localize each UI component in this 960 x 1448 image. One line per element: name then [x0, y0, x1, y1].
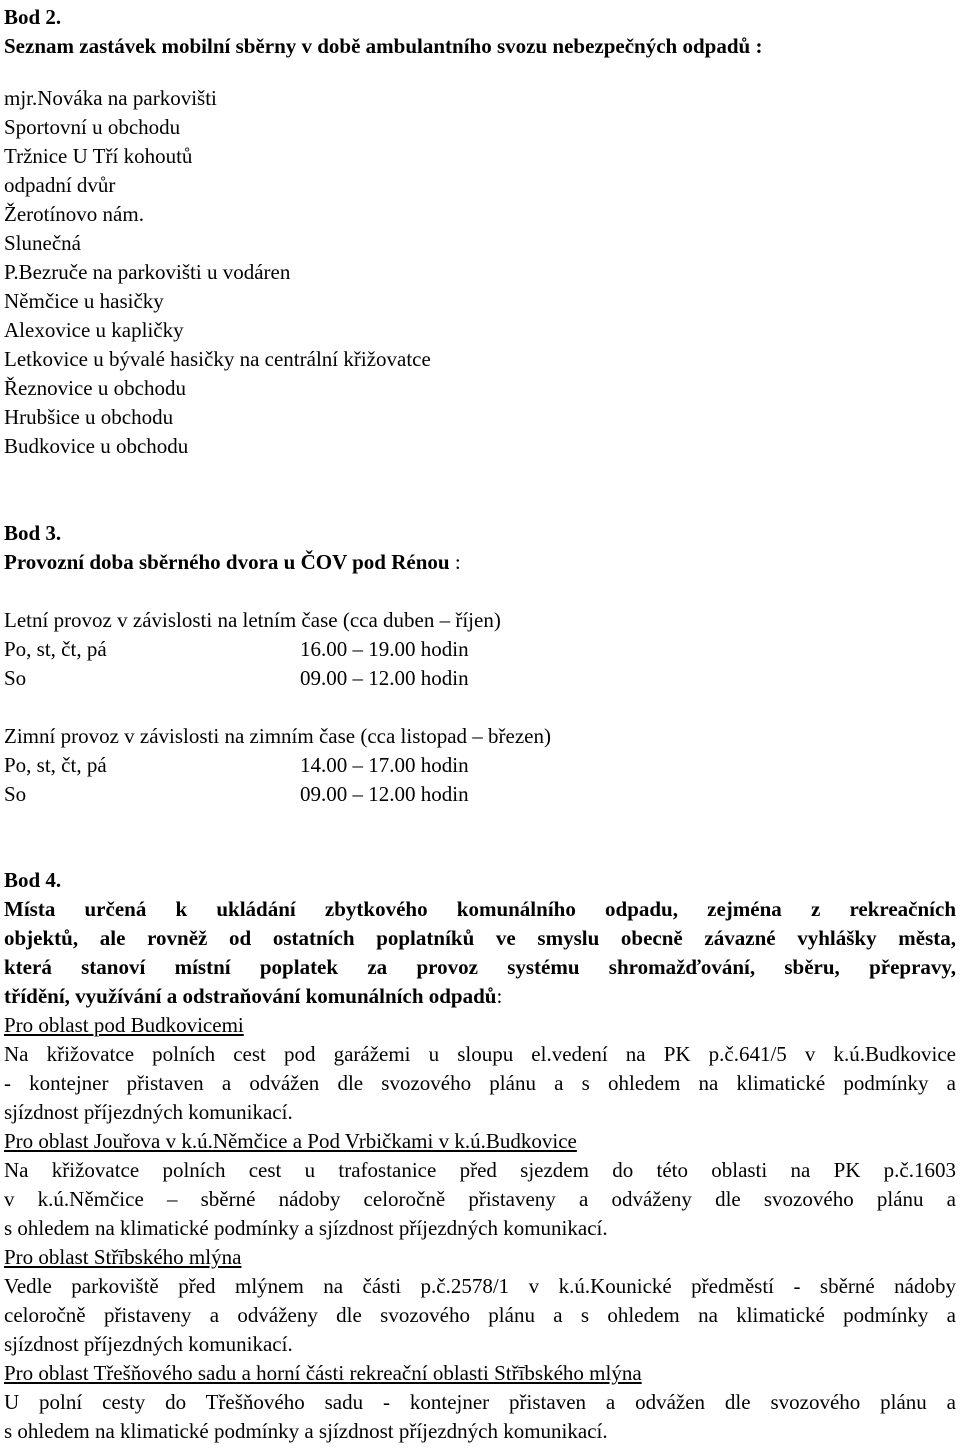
bod3-title-suffix: :: [449, 550, 461, 574]
list-item: mjr.Nováka na parkovišti: [4, 86, 217, 110]
area-title: Pro oblast Střībského mlýna: [4, 1245, 242, 1269]
area-text-line: Na křižovatce polních cest u trafostanice před sjezdem do této oblasti na PK p.č.1603: [4, 1158, 956, 1182]
list-item: Němčice u hasičky: [4, 289, 164, 313]
area-text-line: Na křižovatce polních cest pod garážemi u sloupu el.vedení na PK p.č.641/5 v k.ú.Budkovice: [4, 1042, 956, 1066]
days-label: Po, st, čt, pá: [4, 637, 107, 661]
hours-value: 14.00 – 17.00 hodin: [300, 753, 469, 777]
days-label: So: [4, 782, 27, 806]
list-item: Sportovní u obchodu: [4, 115, 181, 139]
area-text-line: celoročně přistaveny a odváženy dle svozového plánu a s ohledem na klimatické podmínky a: [4, 1303, 956, 1327]
area-text-line: Vedle parkoviště před mlýnem na části p.č.2578/1 v k.ú.Kounické předměstí - sběrné nádoby: [4, 1274, 956, 1298]
table-row: [4, 751, 469, 780]
list-item: Hrubšice u obchodu: [4, 405, 174, 429]
bod3-title: Provozní doba sběrného dvora u ČOV pod Rénou: [4, 550, 450, 574]
list-item: odpadní dvůr: [4, 173, 116, 197]
winter-title: Zimní provoz v závislosti na zimním čase (cca listopad – březen): [4, 724, 551, 748]
hours-value: 09.00 – 12.00 hodin: [300, 782, 469, 806]
list-item: Alexovice u kapličky: [4, 318, 184, 342]
bod2-heading: Bod 2.: [4, 5, 62, 29]
hours-value: 16.00 – 19.00 hodin: [300, 637, 469, 661]
list-item: Budkovice u obchodu: [4, 434, 189, 458]
bod4-intro-line: [4, 982, 502, 1011]
area-text-line: sjízdnost příjezdných komunikací.: [4, 1100, 293, 1124]
days-label: So: [4, 666, 27, 690]
days-label: Po, st, čt, pá: [4, 753, 107, 777]
bod4-intro-line: Místa určená k ukládání zbytkového komunálního odpadu, zejména z rekreačních: [4, 897, 956, 921]
area-text-line: U polní cesty do Třešňového sadu - kontejner přistaven a odvážen dle svozového plánu a: [4, 1390, 956, 1414]
area-text-line: s ohledem na klimatické podmínky a sjízdnost příjezdných komunikací.: [4, 1419, 608, 1443]
table-row: [4, 635, 469, 664]
summer-title: Letní provoz v závislosti na letním čase (cca duben – říjen): [4, 608, 501, 632]
table-row: [4, 664, 469, 693]
bod3-title-line: [4, 548, 461, 577]
list-item: Žerotínovo nám.: [4, 202, 144, 226]
list-item: Slunečná: [4, 231, 81, 255]
bod4-intro-line: objektů, ale rovněž od ostatních poplatníků ve smyslu obecně závazné vyhlášky města,: [4, 926, 956, 950]
list-item: Tržnice U Tří kohoutů: [4, 144, 193, 168]
bod4-intro-suffix: :: [496, 984, 503, 1008]
area-text-line: s ohledem na klimatické podmínky a sjízdnost příjezdných komunikací.: [4, 1216, 608, 1240]
area-title: Pro oblast Třešňového sadu a horní části rekreační oblasti Střībského mlýna: [4, 1361, 642, 1385]
table-row: [4, 780, 469, 809]
list-item: P.Bezruče na parkovišti u vodáren: [4, 260, 291, 284]
bod2-title: Seznam zastávek mobilní sběrny v době ambulantního svozu nebezpečných odpadů :: [4, 34, 763, 58]
area-text-line: - kontejner přistaven a odvážen dle svozového plánu a s ohledem na klimatické podmínky a: [4, 1071, 956, 1095]
area-title: Pro oblast Jouřova v k.ú.Němčice a Pod Vrbičkami v k.ú.Budkovice: [4, 1129, 577, 1153]
list-item: Řeznovice u obchodu: [4, 376, 186, 400]
bod4-heading: Bod 4.: [4, 868, 62, 892]
hours-value: 09.00 – 12.00 hodin: [300, 666, 469, 690]
area-text-line: sjízdnost příjezdných komunikací.: [4, 1332, 293, 1356]
area-text-line: v k.ú.Němčice – sběrné nádoby celoročně přistaveny a odváženy dle svozového plánu a: [4, 1187, 956, 1211]
area-title: Pro oblast pod Budkovicemi: [4, 1013, 244, 1037]
bod3-heading: Bod 3.: [4, 521, 62, 545]
bod4-intro-text: třídění, využívání a odstraňování komunálních odpadů: [4, 984, 497, 1008]
bod4-intro-line: která stanoví místní poplatek za provoz systému shromažďování, sběru, přepravy,: [4, 955, 956, 979]
list-item: Letkovice u bývalé hasičky na centrální křižovatce: [4, 347, 431, 371]
